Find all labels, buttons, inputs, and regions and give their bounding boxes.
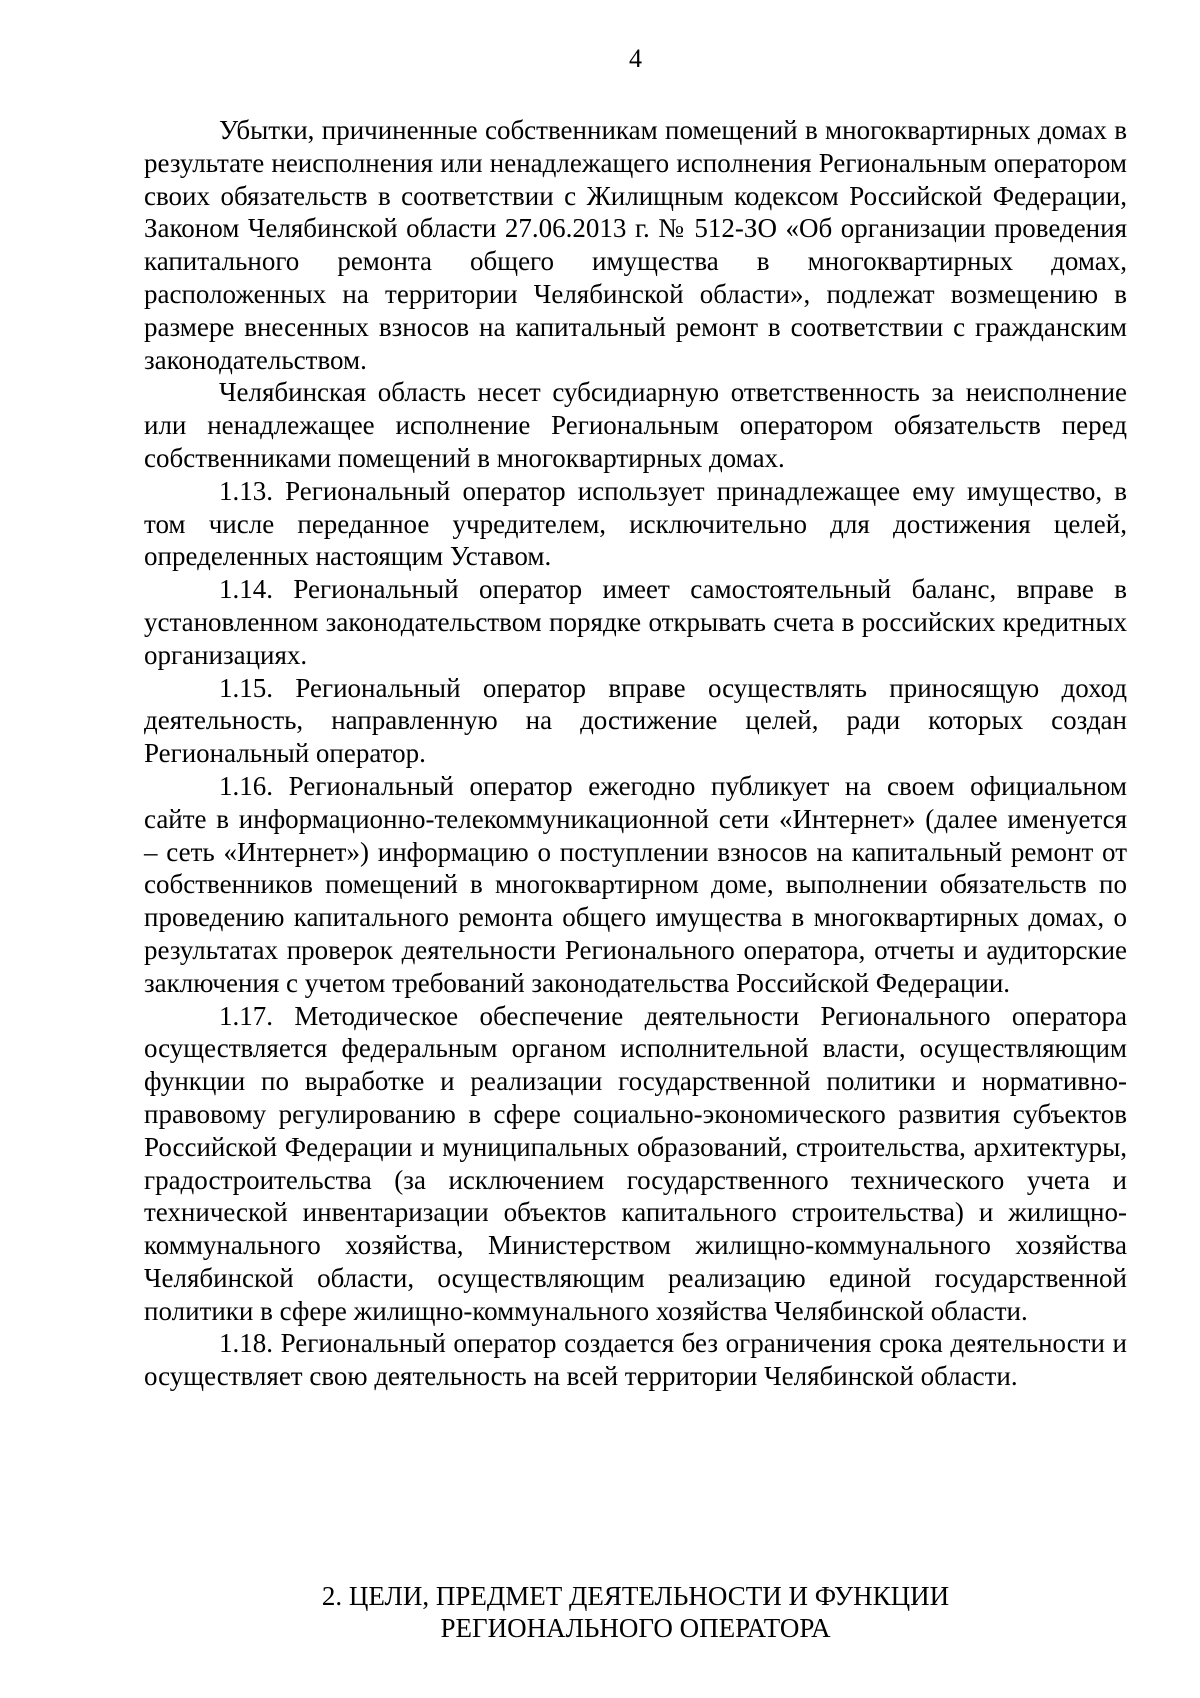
paragraph-1-17: 1.17. Методическое обеспечение деятельности Регионального оператора осуществляется федеральным органом исполнительной власти, осуществляющим функции по выработке и реализации государственной политики и нормативно-правовому регулированию в сфере социально-экономического развития субъектов Российской Федерации и муниципальных образований, строительства, архитектуры, градостроительства (за исключением государственного технического учета и технической инвентаризации объектов капитального строительства) и жилищно-коммунального хозяйства, Министерством жилищно-коммунального хозяйства Челябинской области, осуществляющим реализацию единой государственной политики в сфере жилищно-коммунального хозяйства Челябинской области. [144,1000,1127,1326]
section-heading-line-1: 2. ЦЕЛИ, ПРЕДМЕТ ДЕЯТЕЛЬНОСТИ И ФУНКЦИИ [321,1581,950,1611]
paragraph-1-16: 1.16. Региональный оператор ежегодно публикует на своем официальном сайте в информационно-телекоммуникационной сети «Интернет» (далее именуется – сеть «Интернет») информацию о поступлении взносов на капитальный ремонт от собственников помещений в многоквартирном доме, выполнении обязательств по проведению капитального ремонта общего имущества в многоквартирных домах, о результатах проверок деятельности Регионального оператора, отчеты и аудиторские заключения с учетом требований законодательства Российской Федерации. [144,770,1127,998]
paragraph-1-14: 1.14. Региональный оператор имеет самостоятельный баланс, вправе в установленном законодательством порядке открывать счета в российских кредитных организациях. [144,574,1127,670]
document-body [144,114,1127,1393]
paragraph-1-13: 1.13. Региональный оператор использует принадлежащее ему имущество, в том числе переданное учредителем, исключительно для достижения целей, определенных настоящим Уставом. [144,475,1127,572]
section-heading [144,1580,1127,1644]
page-number: 4 [629,44,642,73]
section-heading-line-2: РЕГИОНАЛЬНОГО ОПЕРАТОРА [440,1613,831,1643]
paragraph-losses-compensation: Убытки, причиненные собственникам помещений в многоквартирных домах в результате неисполнения или ненадлежащего исполнения Региональным оператором своих обязательств в соответствии с Жилищным кодексом Российской Федерации, Законом Челябинской области 27.06.2013 г. № 512-ЗО «Об организации проведения капитального ремонта общего имущества в многоквартирных домах, расположенных на территории Челябинской области», подлежат возмещению в размере внесенных взносов на капитальный ремонт в соответствии с гражданским законодательством. [144,115,1127,375]
paragraph-subsidiary-liability: Челябинская область несет субсидиарную ответственность за неисполнение или ненадлежащее исполнение Региональным оператором обязательств перед собственниками помещений в многоквартирных домах. [144,377,1127,473]
paragraph-1-15: 1.15. Региональный оператор вправе осуществлять приносящую доход деятельность, направленную на достижение целей, ради которых создан Региональный оператор. [144,672,1127,769]
paragraph-1-18: 1.18. Региональный оператор создается без ограничения срока деятельности и осуществляет свою деятельность на всей территории Челябинской области. [144,1328,1127,1392]
